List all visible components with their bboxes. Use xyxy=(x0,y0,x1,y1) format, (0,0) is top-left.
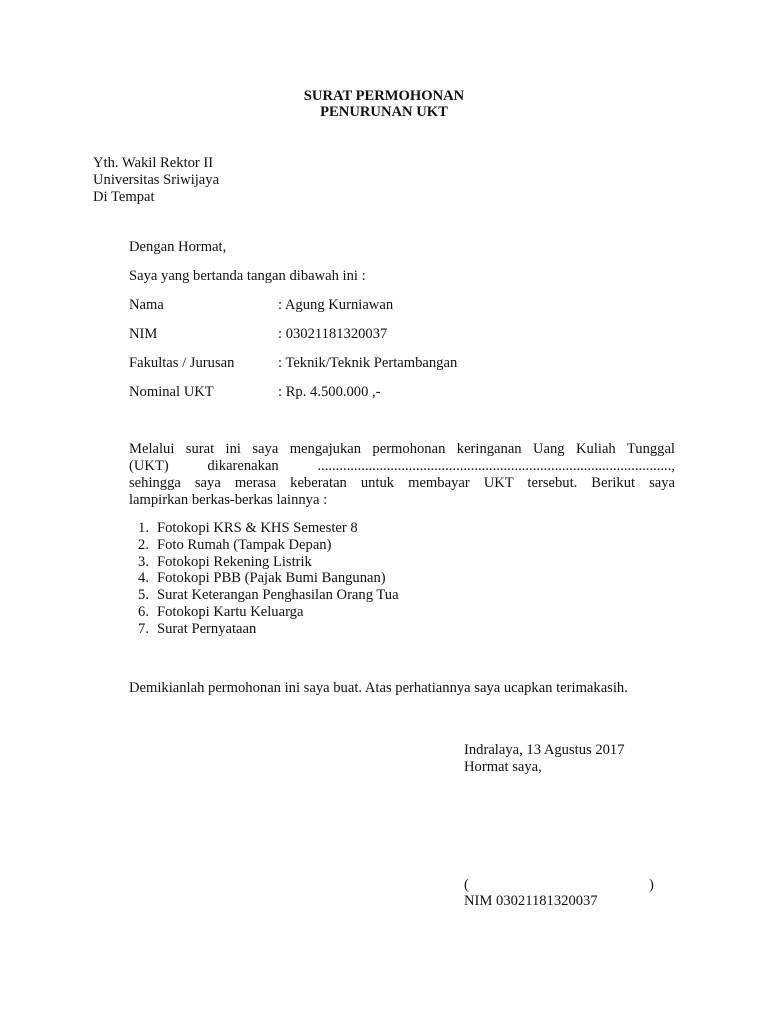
signature-nim: NIM 03021181320037 xyxy=(464,893,598,909)
list-text: Foto Rumah (Tampak Depan) xyxy=(157,536,332,553)
paragraph-line: sehingga saya merasa keberatan untuk membayar UKT tersebut. Berikut saya xyxy=(129,475,675,491)
list-text: Surat Keterangan Penghasilan Orang Tua xyxy=(157,587,399,604)
recipient-line: Yth. Wakil Rektor II xyxy=(93,155,214,171)
field-label: Nominal UKT xyxy=(129,384,214,400)
closing-statement: Demikianlah permohonan ini saya buat. Atas perhatiannya saya ucapkan terimakasih. xyxy=(129,680,628,696)
field-value: : 03021181320037 xyxy=(278,326,388,342)
recipient-line: Di Tempat xyxy=(93,189,155,205)
letter-title-line1: SURAT PERMOHONAN xyxy=(303,88,465,104)
list-text: Surat Pernyataan xyxy=(157,620,257,637)
paragraph-line: (UKT) dikarenakan ................................................................................................., xyxy=(129,458,675,474)
recipient-line: Universitas Sriwijaya xyxy=(93,172,220,188)
field-label: NIM xyxy=(129,326,158,342)
list-number: 5. xyxy=(138,587,149,604)
list-text: Fotokopi PBB (Pajak Bumi Bangunan) xyxy=(157,570,386,587)
regards-text: Hormat saya, xyxy=(464,759,542,775)
greeting: Dengan Hormat, xyxy=(129,239,227,255)
list-number: 2. xyxy=(138,536,149,553)
place-date: Indralaya, 13 Agustus 2017 xyxy=(464,742,625,758)
list-text: Fotokopi KRS & KHS Semester 8 xyxy=(157,520,358,536)
signature-paren-close: ) xyxy=(649,877,654,893)
field-label: Fakultas / Jurusan xyxy=(129,355,235,371)
list-text: Fotokopi Kartu Keluarga xyxy=(157,603,304,620)
list-text: Fotokopi Rekening Listrik xyxy=(157,553,312,570)
list-number: 1. xyxy=(138,520,149,536)
field-label: Nama xyxy=(129,297,164,313)
list-number: 4. xyxy=(138,570,149,587)
signature-paren-open: ( xyxy=(464,877,469,893)
field-value: : Rp. 4.500.000 ,- xyxy=(278,384,381,400)
paragraph-line: lampirkan berkas-berkas lainnya : xyxy=(129,492,328,508)
body-paragraph xyxy=(129,441,675,509)
list-number: 3. xyxy=(138,553,149,570)
letter-title-line2: PENURUNAN UKT xyxy=(320,104,448,120)
field-value: : Agung Kurniawan xyxy=(278,297,394,313)
intro-text: Saya yang bertanda tangan dibawah ini : xyxy=(129,268,366,284)
paragraph-line: Melalui surat ini saya mengajukan permohonan keringanan Uang Kuliah Tunggal xyxy=(129,441,675,457)
field-value: : Teknik/Teknik Pertambangan xyxy=(278,355,458,371)
list-number: 6. xyxy=(138,603,149,620)
recipient-block xyxy=(93,155,219,206)
list-number: 7. xyxy=(138,620,149,637)
